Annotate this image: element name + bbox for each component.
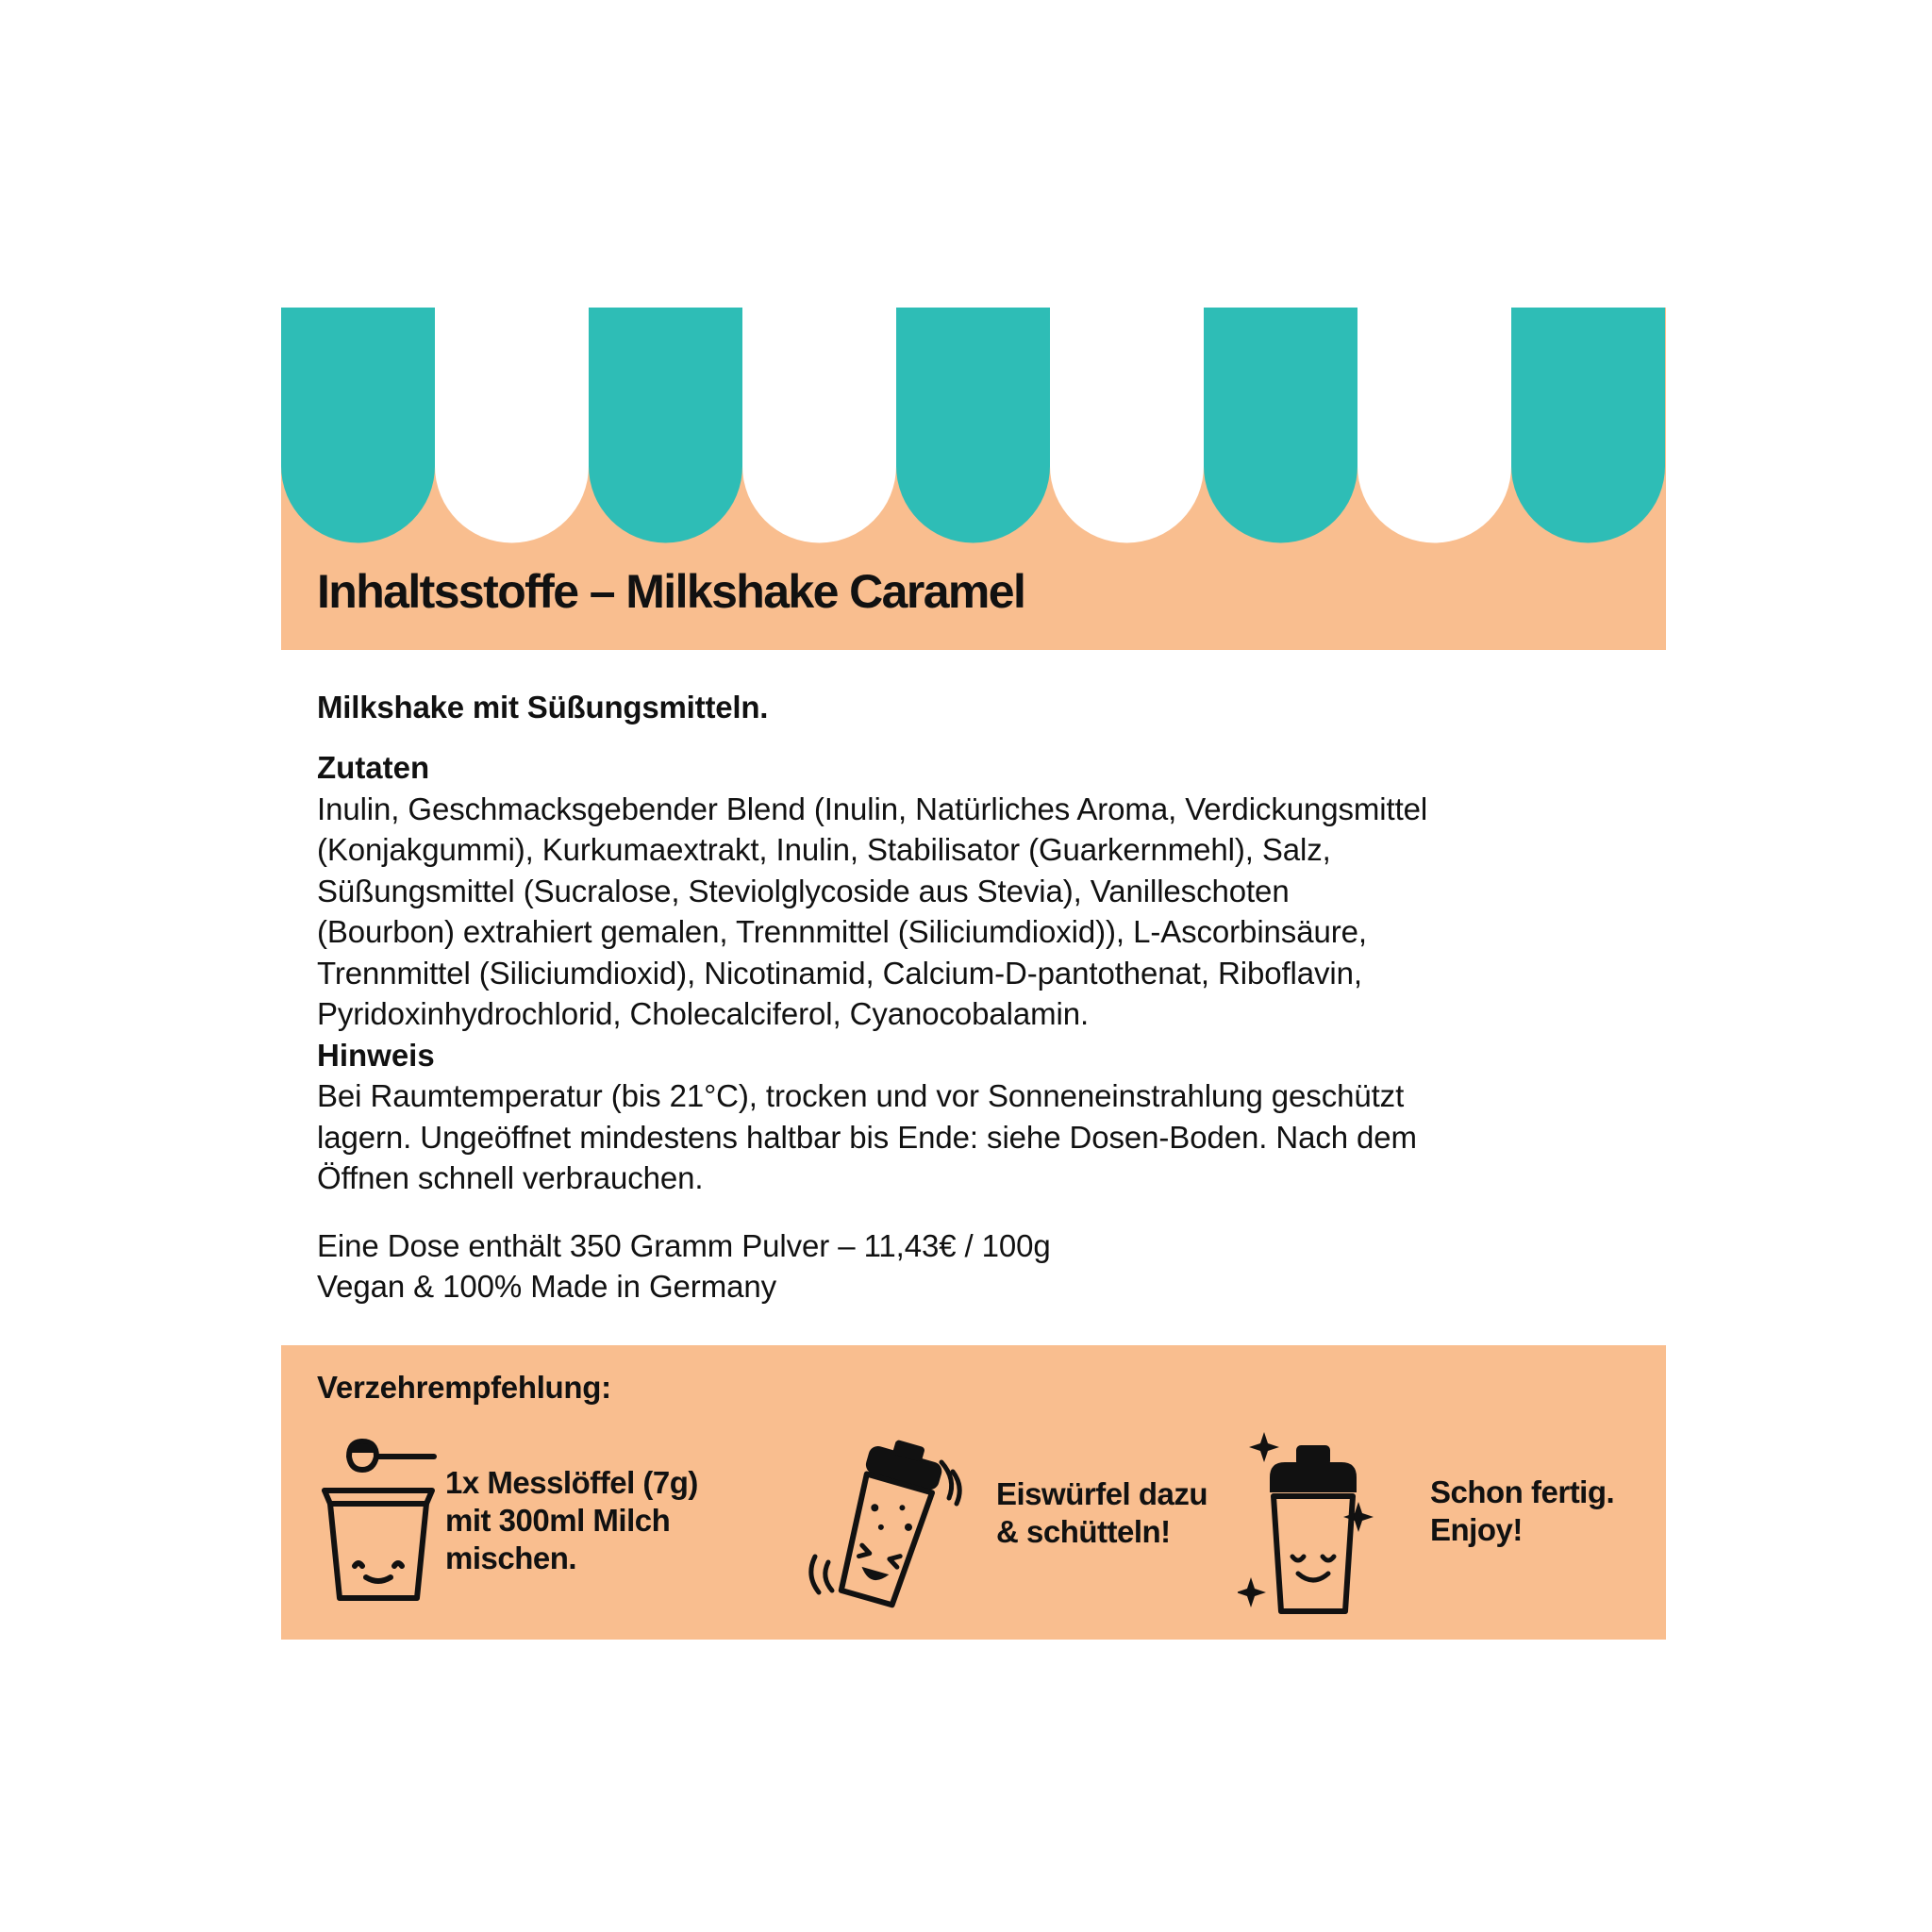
package-origin-line: Vegan & 100% Made in Germany [317, 1269, 776, 1304]
note-heading: Hinweis [317, 1037, 435, 1073]
product-subtitle: Milkshake mit Süßungsmitteln. [317, 690, 769, 724]
step-text-line: Schon fertig. [1430, 1474, 1615, 1509]
awning-stripe-white [435, 308, 589, 543]
note-line: Öffnen schnell verbrauchen. [317, 1160, 704, 1195]
step-text-line: 1x Messlöffel (7g) [445, 1465, 698, 1500]
sparkling-shaker-icon [1238, 1430, 1379, 1619]
ingredients-heading: Zutaten [317, 750, 430, 785]
scoop-and-shaker-icon [317, 1436, 440, 1606]
awning-stripe-white [742, 308, 896, 543]
recommendation-heading: Verzehrempfehlung: [317, 1370, 611, 1405]
package-content-line: Eine Dose enthält 350 Gramm Pulver – 11,43€ / 100g [317, 1227, 1051, 1263]
step-text-line: Enjoy! [1430, 1512, 1523, 1547]
title-band [281, 543, 1666, 650]
page-title: Inhaltsstoffe – Milkshake Caramel [317, 565, 1025, 618]
step-text-line: mit 300ml Milch [445, 1503, 671, 1538]
ingredients-line: Pyridoxinhydrochlorid, Cholecalciferol, Cyanocobalamin. [317, 996, 1090, 1031]
awning-stripe-teal [1204, 308, 1357, 543]
awning-stripe-teal [589, 308, 742, 543]
ingredients-panel [317, 687, 1657, 1307]
awning-stripe-white [1050, 308, 1204, 543]
step-2-text [996, 1475, 1208, 1551]
shaking-shaker-icon [791, 1438, 979, 1617]
ingredients-line: (Konjakgummi), Kurkumaextrakt, Inulin, Stabilisator (Guarkernmehl), Salz, [317, 832, 1331, 867]
step-text-line: mischen. [445, 1541, 577, 1575]
awning-stripe-teal [1511, 308, 1665, 543]
awning-stripe-white [1357, 308, 1511, 543]
step-text-line: Eiswürfel dazu [996, 1476, 1208, 1511]
note-line: Bei Raumtemperatur (bis 21°C), trocken und vor Sonneneinstrahlung geschützt [317, 1078, 1405, 1113]
ingredients-line: Trennmittel (Siliciumdioxid), Nicotinamid, Calcium-D-pantothenat, Riboflavin, [317, 955, 1362, 991]
step-3-text [1430, 1474, 1614, 1549]
ingredients-line: Inulin, Geschmacksgebender Blend (Inulin, Natürliches Aroma, Verdickungsmittel [317, 791, 1428, 826]
recommendation-band [281, 1345, 1666, 1640]
awning-stripe-teal [896, 308, 1050, 543]
ingredients-line: (Bourbon) extrahiert gemalen, Trennmittel (Siliciumdioxid)), L-Ascorbinsäure, [317, 914, 1367, 949]
ingredients-line: Süßungsmittel (Sucralose, Steviolglycoside aus Stevia), Vanilleschoten [317, 873, 1290, 908]
step-text-line: & schütteln! [996, 1514, 1171, 1549]
step-1-text [445, 1464, 698, 1577]
awning-decoration [281, 308, 1666, 543]
note-line: lagern. Ungeöffnet mindestens haltbar bis Ende: siehe Dosen-Boden. Nach dem [317, 1119, 1417, 1155]
awning-stripe-teal [281, 308, 435, 543]
